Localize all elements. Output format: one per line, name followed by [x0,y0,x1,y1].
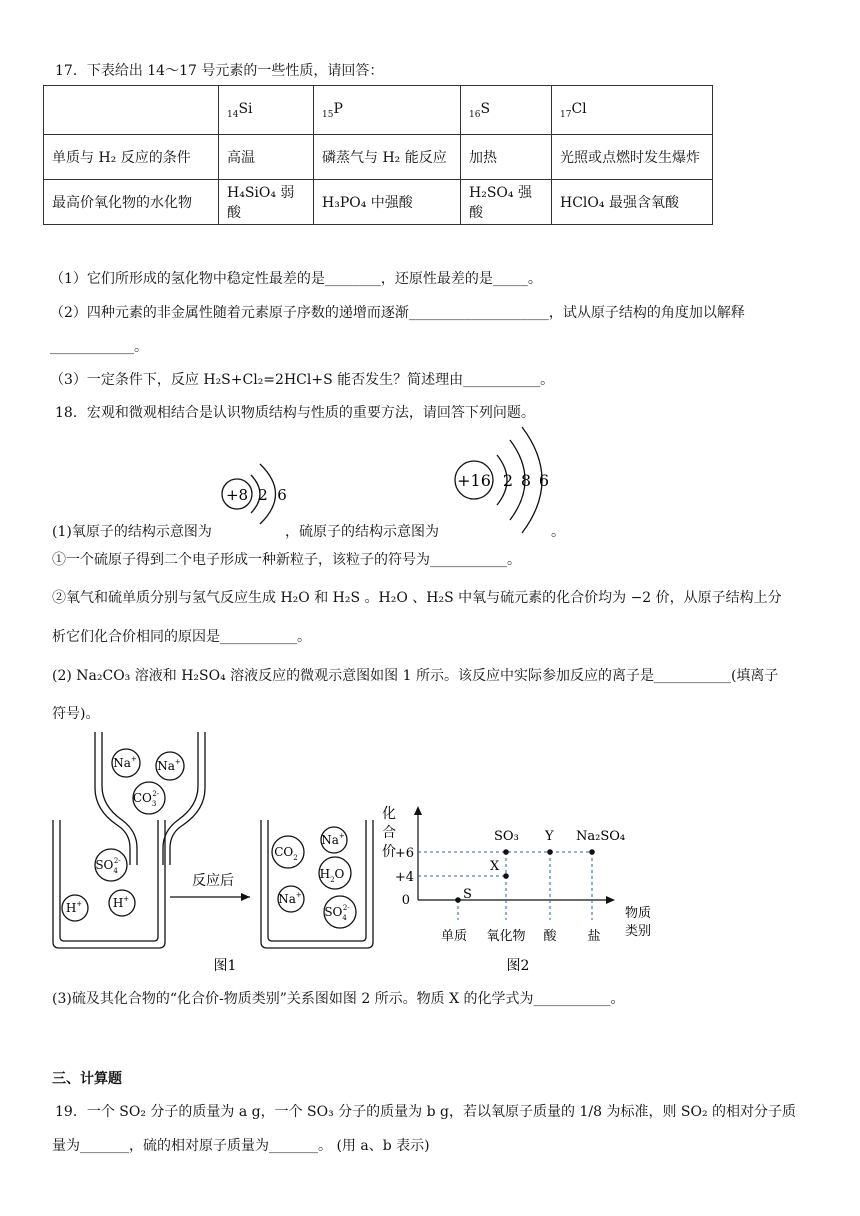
table-cell: H₃PO₄ 中强酸 [314,180,461,225]
q18-p2-line2: 符号)。 [52,706,100,722]
funnel-left-wall [102,732,137,865]
x-axis-label: 类别 [624,924,652,939]
x-tick-label: 氧化物 [486,929,526,944]
ion-label: Na+ [278,891,302,906]
oxygen-nucleus: +8 [225,486,249,504]
ion-label: $SO_42-$ [95,857,121,875]
arrow-head [241,893,250,901]
q18-p2-line1: (2) Na₂CO₃ 溶液和 H₂SO₄ 溶液反应的微观示意图如图 1 所示。该反应中实际参加反应的离子是___________(填离子 [52,668,779,684]
figure-1-caption: 图1 [213,958,237,974]
q18-p1-c: 。 [551,524,565,540]
table-cell: 加热 [461,135,552,180]
q17-sub1: （1）它们所形成的氢化物中稳定性最差的是________，还原性最差的是_____。 [50,271,542,287]
ion-label: H+ [112,895,130,910]
x-tick-label: 单质 [440,929,468,944]
point-label: Y [545,829,554,844]
point-label: X [490,859,500,874]
properties-table [43,85,713,225]
y-axis-label: 价 [382,844,396,860]
q17-sub3: （3）一定条件下，反应 H₂S+Cl₂=2HCl+S 能否发生？简述理由___________。 [50,372,555,388]
ion-label: Na+ [321,832,345,847]
ion-label: H+ [65,900,83,915]
x-axis-label: 物质 [624,906,652,921]
table-cell: 磷蒸气与 H₂ 能反应 [314,135,461,180]
sulfur-atom-diagram [450,425,555,535]
sulfur-shell-3: 6 [538,471,550,490]
y-tick-label: +6 [394,846,414,861]
table-cell: 光照或点燃时发生爆炸 [552,135,713,180]
table-cell: HClO₄ 最强含氧酸 [552,180,713,225]
table-header-row [44,86,713,135]
table-row [44,180,713,225]
table-cell: 最高价氧化物的水化物 [44,180,219,225]
y-axis-label: 化 [382,806,396,822]
ion-label: $CO_32-$ [132,790,160,808]
ion-label: $CO_2$ [274,845,298,862]
point-y [547,849,553,855]
q17-sub2-line2: ____________。 [50,339,148,355]
figure-2-caption: 图2 [506,958,530,974]
ion-label: $H_2O$ [319,867,345,884]
q18-p1-a: (1)氧原子的结构示意图为 [52,524,212,540]
table-header-cl: $_{17}$Cl [552,86,713,135]
beaker-1 [53,820,165,948]
q18-p1-b: ，硫原子的结构示意图为 [285,524,439,540]
point-x [503,873,509,879]
q17-sub2-line1: （2）四种元素的非金属性随着元素原子序数的递增而逐渐____________________，试从原子结构的角度加以解释 [50,305,745,321]
q18-stem: 18．宏观和微观相结合是认识物质结构与性质的重要方法，请回答下列问题。 [55,405,535,421]
table-header-si: $_{14}$Si [219,86,314,135]
q18-p1-item1: ①一个硫原子得到二个电子形成一种新粒子，该粒子的符号为___________。 [52,552,521,568]
figure-2 [370,800,670,980]
figure-1 [45,730,380,980]
y-axis-label: 合 [382,825,396,841]
q17-stem: 17．下表给出 14～17 号元素的一些性质，请回答： [55,63,384,79]
table-header-p: $_{15}$P [314,86,461,135]
ion-label: $SO_42-$ [324,904,350,922]
x-tick-label: 盐 [587,929,601,944]
x-tick-label: 酸 [543,929,557,944]
point-label: S [463,887,472,902]
ion-label: Na+ [157,758,181,773]
q18-p1-item2-line2: 析它们化合价相同的原因是___________。 [52,629,311,645]
point-label: Na₂SO₄ [576,829,626,844]
point-s [455,897,461,903]
q19-line2: 量为_______，硫的相对原子质量为_______。 (用 a、b 表示) [52,1138,430,1154]
arrow-label: 反应后 [192,873,234,889]
table-cell: 单质与 H₂ 反应的条件 [44,135,219,180]
section-title: 三、计算题 [52,1071,122,1087]
sulfur-nucleus: +16 [457,471,491,490]
oxygen-shell-2: 6 [277,486,287,504]
point-na2so4 [589,849,595,855]
ion-label: Na+ [113,755,137,770]
y-tick-label: +4 [394,870,414,885]
y-axis-arrow [414,806,422,815]
q19-line1: 19．一个 SO₂ 分子的质量为 a g，一个 SO₃ 分子的质量为 b g，若以氧原子质量的 1/8 为标准，则 SO₂ 的相对分子质 [55,1104,797,1120]
funnel-right-wall [170,732,205,865]
point-so3 [503,849,509,855]
q18-p3: (3)硫及其化合物的“化合价-物质类别”关系图如图 2 所示。物质 X 的化学式为___________。 [52,991,625,1007]
y-tick-label: 0 [401,893,410,908]
table-cell [44,86,219,135]
point-label: SO₃ [494,829,519,844]
table-cell: H₄SiO₄ 弱酸 [219,180,314,225]
q18-p1-item2-line1: ②氧气和硫单质分别与氢气反应生成 H₂O 和 H₂S 。H₂O 、H₂S 中氧与硫元素的化合价均为 −2 价，从原子结构上分 [52,590,782,606]
table-header-s: $_{16}$S [461,86,552,135]
oxygen-shell-1: 2 [258,486,268,504]
table-cell: H₂SO₄ 强酸 [461,180,552,225]
table-row [44,135,713,180]
sulfur-shell-2: 8 [520,471,532,490]
table-cell: 高温 [219,135,314,180]
sulfur-shell-1: 2 [502,471,514,490]
funnel-left-wall [95,732,130,865]
x-axis-arrow [606,896,615,904]
